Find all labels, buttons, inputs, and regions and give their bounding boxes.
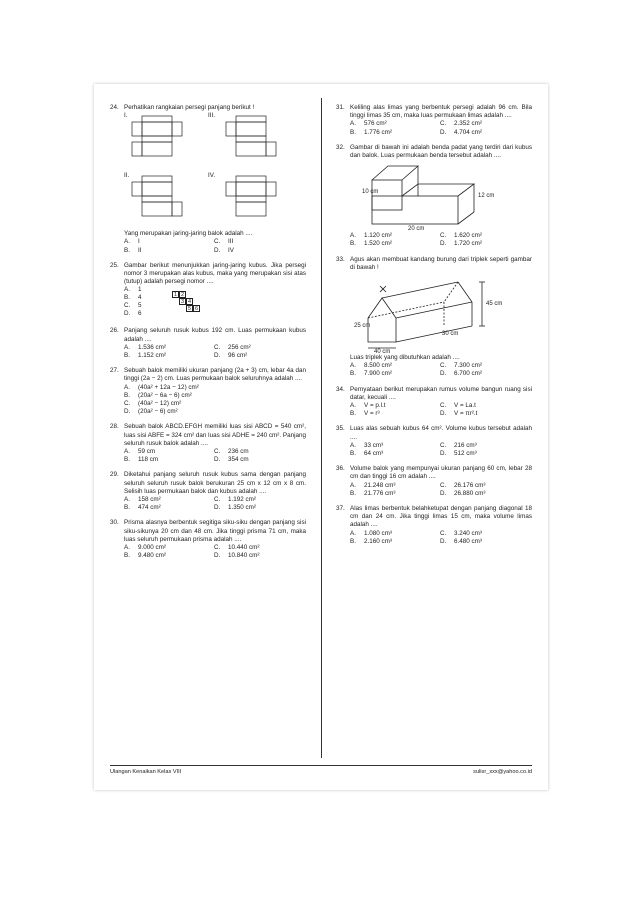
option-d[interactable]: D. 354 cm (214, 456, 249, 464)
option-b[interactable]: B. 1.520 cm² (350, 240, 392, 248)
question-number: 26. (110, 327, 119, 335)
answer-options (124, 496, 306, 512)
net-square-1: 1 (173, 292, 178, 299)
question-37 (336, 505, 532, 546)
question-text: Prisma alasnya berbentuk segitiga siku-siku dengan panjang sisi siku-sikunya 20 cm dan 48 cm. Jika tinggi prisma 71 cm, maka luas seluruh permukaan prisma adalah .... (124, 519, 306, 543)
footer-title: Ulangan Kenaikan Kelas VIII (110, 769, 182, 775)
option-b[interactable]: B. 7.900 cm² (350, 370, 392, 378)
net-square-3: 3 (180, 299, 185, 306)
dimension-label: 25 cm (354, 323, 371, 330)
option-a[interactable]: A. 1.080 cm³ (350, 529, 392, 537)
cage-drawing (350, 272, 532, 354)
question-number: 35. (336, 425, 345, 433)
question-text: Gambar berikut menunjukkan jaring-jaring kubus. Jika persegi nomor 3 merupakan alas kubus, maka yang merupakan sisi atas (tutup) adalah persegi nomor .... (124, 261, 306, 286)
option-c[interactable]: C. 1.192 cm² (214, 496, 256, 504)
footer-email: sulisr_xxx@yahoo.co.id (473, 769, 532, 775)
figure-label: II. (124, 172, 130, 180)
option-b[interactable]: B. 9.480 cm² (124, 552, 166, 560)
option-a[interactable]: A. 576 cm² (350, 120, 387, 128)
cube-net-area (124, 286, 306, 320)
question-text: Luas alas sebuah kubus 64 cm². Volume kubus tersebut adalah .... (350, 425, 532, 441)
question-number: 29. (110, 471, 119, 479)
page-footer (110, 765, 532, 775)
answer-options (350, 530, 532, 546)
net-square-6: 6 (194, 306, 199, 313)
option-c[interactable]: C. 10.440 cm² (214, 544, 260, 552)
option-d[interactable]: D. 6.700 cm² (440, 370, 482, 378)
option-a[interactable]: A. 1 (124, 286, 142, 294)
option-b[interactable]: B. 1.776 cm² (350, 128, 392, 136)
option-a[interactable]: A. V = p.l.t (350, 402, 386, 410)
answer-options (350, 362, 532, 378)
question-text: Perhatikan rangkaian persegi panjang berikut ! (124, 104, 255, 111)
option-b[interactable]: B. V = r³ (350, 410, 380, 418)
question-text: Luas triplek yang dibutuhkan adalah .... (350, 354, 460, 362)
question-number: 27. (110, 367, 119, 375)
option-d[interactable]: D. 6 (124, 310, 142, 318)
question-number: 31. (336, 104, 345, 111)
option-d[interactable]: D. 26.880 cm³ (440, 489, 486, 497)
option-d[interactable]: D. 96 cm² (214, 352, 248, 360)
option-d[interactable]: D. 1.720 cm² (440, 240, 482, 248)
net-square-4: 4 (187, 299, 192, 306)
option-a[interactable]: A. 9.000 cm² (124, 544, 166, 552)
question-number: 30. (110, 519, 119, 527)
question-31 (336, 104, 532, 137)
option-d[interactable]: D. V = πr².t (440, 410, 478, 418)
answer-options (124, 448, 306, 464)
question-27 (110, 367, 306, 416)
answer-options (124, 384, 306, 417)
answer-options (124, 544, 306, 560)
question-35 (336, 425, 532, 458)
option-b[interactable]: B. 1.152 cm² (124, 352, 166, 360)
rectangle-nets-drawing (124, 112, 306, 230)
question-text: Agus akan membuat kandang burung dari triplek seperti gambar di bawah ! (350, 255, 532, 271)
question-number: 28. (110, 423, 119, 431)
option-c[interactable]: C. 216 cm³ (440, 441, 477, 449)
figure-label: I. (124, 112, 128, 120)
option-b[interactable]: B. 64 cm³ (350, 450, 384, 458)
option-c[interactable]: C. 236 cm (214, 448, 249, 456)
question-text: Keliling alas limas yang berbentuk persegi adalah 96 cm. Bila tinggi limas 35 cm, maka luas permukaan limas adalah .... (350, 104, 532, 120)
right-column (336, 104, 532, 553)
option-d[interactable]: D. 4.704 cm² (440, 128, 482, 136)
question-text: Pernyataan berikut merupakan rumus volume bangun ruang sisi datar, kecuali .... (350, 385, 532, 401)
question-number: 36. (336, 465, 345, 473)
question-28 (110, 423, 306, 464)
option-c[interactable]: C. (40a² − 12) cm² (124, 400, 182, 408)
option-d[interactable]: D. 10.840 cm² (214, 552, 260, 560)
left-column (110, 104, 306, 568)
question-text: Diketahui panjang seluruh rusuk kubus sama dengan panjang seluruh seluruh rusuk balok berukuran 25 cm x 12 cm x 8 cm. Selisih luas permukaan balok dan kubus adalah .... (124, 471, 306, 495)
option-b[interactable]: B. (20a² − 6a − 6) cm² (124, 391, 192, 399)
option-c[interactable]: C. 5 (124, 302, 142, 310)
option-b[interactable]: B. 2.160 cm³ (350, 537, 392, 545)
option-a[interactable]: A. I (124, 238, 140, 246)
option-a[interactable]: A. 1.120 cm² (350, 232, 392, 240)
answer-options (350, 402, 532, 418)
question-text: Sebuah balok memiliki ukuran panjang (2a + 3) cm, lebar 4a dan tinggi (2a − 2) cm. Luas permukaan balok seluruhnya adalah .... (124, 367, 306, 383)
answer-options (350, 482, 532, 498)
dimension-label: 30 cm (442, 331, 459, 338)
option-a[interactable]: A. 8.500 cm² (350, 362, 392, 370)
option-c[interactable]: C. 256 cm² (214, 343, 251, 351)
option-c[interactable]: C. 3.240 cm³ (440, 529, 482, 537)
option-b[interactable]: B. 118 cm (124, 456, 159, 464)
question-text: Sebuah balok ABCD.EFGH memiliki luas sisi ABCD = 540 cm², luas sisi ABFE = 324 cm² dan luas sisi ADHE = 240 cm². Panjang seluruh rusuk balok adalah .... (124, 423, 306, 447)
dimension-label: 10 cm (362, 189, 379, 196)
net-figures (124, 112, 306, 230)
answer-options (124, 238, 306, 254)
question-32 (336, 144, 532, 249)
question-number: 37. (336, 505, 345, 513)
question-30 (110, 519, 306, 560)
answer-options (124, 344, 306, 360)
question-25 (110, 262, 306, 321)
option-a[interactable]: A. 21.248 cm³ (350, 481, 396, 489)
option-d[interactable]: D. 512 cm³ (440, 450, 477, 458)
dimension-label: 20 cm (408, 226, 425, 233)
question-text: Panjang seluruh rusuk kubus 192 cm. Luas permukaan kubus adalah .... (124, 327, 306, 343)
answer-options (350, 232, 532, 248)
dimension-label: 45 cm (486, 301, 503, 308)
question-33 (336, 256, 532, 379)
option-d[interactable]: D. 6.480 cm³ (440, 537, 482, 545)
question-number: 34. (336, 385, 345, 393)
option-a[interactable]: A. 1.536 cm² (124, 343, 166, 351)
option-a[interactable]: A. 33 cm³ (350, 441, 384, 449)
dimension-label: 12 cm (478, 193, 495, 200)
option-c[interactable]: C. III (214, 238, 234, 246)
question-text: Alas limas berbentuk belahketupat dengan panjang diagonal 18 cm dan 24 cm. Jika tinggi limas 15 cm, maka volume limas adalah .... (350, 505, 532, 529)
option-b[interactable]: B. 474 cm² (124, 504, 161, 512)
question-text: Gambar di bawah ini adalah benda padat yang terdiri dari kubus dan balok. Luas permukaan benda tersebut adalah .... (350, 143, 532, 160)
question-number: 32. (336, 143, 345, 151)
option-d[interactable]: D. (20a² − 6) cm² (124, 408, 178, 416)
option-c[interactable]: C. 1.620 cm² (440, 232, 482, 240)
answer-options (350, 120, 532, 136)
question-number: 33. (336, 255, 345, 263)
answer-options (350, 442, 532, 458)
option-b[interactable]: B. 4 (124, 294, 142, 302)
question-29 (110, 471, 306, 512)
question-number: 24. (110, 104, 119, 111)
net-square-5: 5 (187, 306, 192, 313)
question-number: 25. (110, 261, 119, 269)
question-36 (336, 465, 532, 498)
option-d[interactable]: D. 1.350 cm² (214, 504, 256, 512)
figure-label: III. (208, 112, 215, 120)
question-text: Yang merupakan jaring-jaring balok adalah .... (124, 230, 253, 238)
option-c[interactable]: C. 7.300 cm² (440, 362, 482, 370)
exam-page (94, 84, 548, 790)
question-34 (336, 386, 532, 419)
bird-cage-figure (350, 272, 532, 354)
column-divider (321, 98, 322, 758)
option-b[interactable]: B. 21.776 cm³ (350, 489, 396, 497)
question-26 (110, 327, 306, 360)
dimension-label: 40 cm (374, 349, 391, 356)
cube-and-block-figure (350, 160, 532, 232)
option-a[interactable]: A. 59 cm (124, 448, 156, 456)
option-b[interactable]: B. II (124, 246, 142, 254)
option-d[interactable]: D. IV (214, 246, 234, 254)
figure-label: IV. (208, 172, 216, 180)
question-text: Volume balok yang mempunyai ukuran panjang 60 cm, lebar 28 cm dan tinggi 16 cm adalah .... (350, 465, 532, 481)
option-c[interactable]: C. 26.176 cm³ (440, 481, 486, 489)
option-c[interactable]: C. 2.352 cm² (440, 120, 482, 128)
option-a[interactable]: A. (40a² + 12a − 12) cm² (124, 383, 199, 391)
net-square-2: 2 (180, 292, 185, 299)
option-c[interactable]: C. V = La.t (440, 402, 476, 410)
question-24 (110, 104, 306, 255)
option-a[interactable]: A. 158 cm² (124, 496, 161, 504)
